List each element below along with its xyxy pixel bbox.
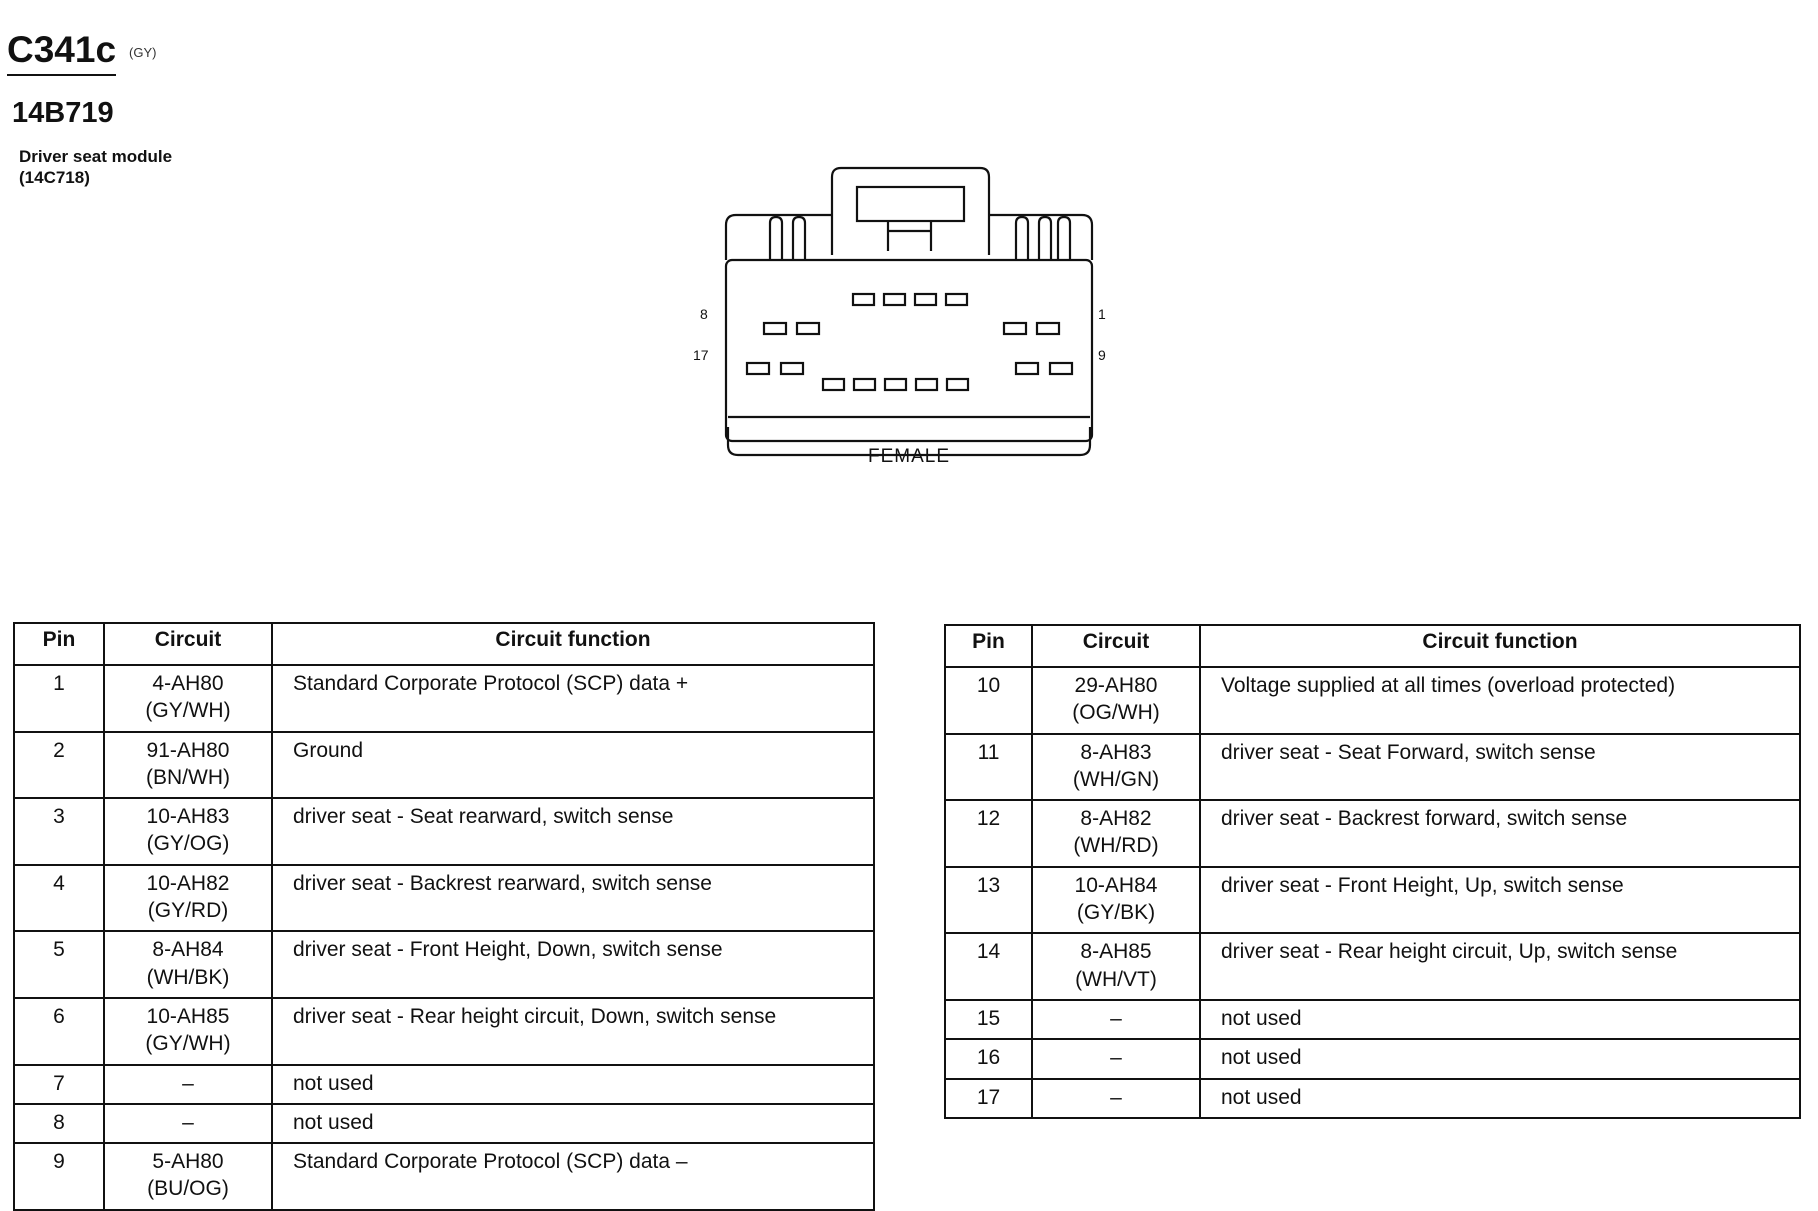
pin-cavity (884, 294, 905, 305)
circuit-cell (104, 931, 272, 998)
circuit-cell (1032, 933, 1200, 1000)
column-header-function: Circuit function (272, 623, 874, 665)
pin-number: 17 (945, 1079, 1032, 1118)
circuit-id: 4-AH80 (152, 672, 224, 695)
circuit-id: 10-AH85 (146, 1004, 230, 1028)
circuit-function: not used (1200, 1000, 1800, 1039)
circuit-function: driver seat - Front Height, Up, switch sense (1200, 867, 1800, 934)
circuit-id: 8-AH83 (1080, 740, 1152, 764)
table-row (945, 667, 1800, 734)
pin-number: 2 (14, 732, 104, 799)
circuit-cell (1032, 800, 1200, 867)
circuit-cell (104, 865, 272, 932)
wire-color: (GY/WH) (145, 699, 231, 723)
circuit-function: Voltage supplied at all times (overload protected) (1200, 667, 1800, 734)
pin-cavity (1004, 323, 1026, 334)
wire-color: (OG/WH) (1072, 701, 1160, 725)
pin-cavity (853, 294, 874, 305)
column-header-function: Circuit function (1200, 625, 1800, 667)
circuit-id: 8-AH85 (1080, 940, 1152, 964)
pin-cavity (1016, 363, 1038, 374)
pin-number: 13 (945, 867, 1032, 934)
pin-cavity (764, 323, 786, 334)
pin-number: 3 (14, 798, 104, 865)
pin-number: 8 (14, 1104, 104, 1143)
wire-color: (WH/BK) (146, 965, 230, 989)
pin-cavity (1050, 363, 1072, 374)
table-row (945, 867, 1800, 934)
connector-diagram (680, 165, 1180, 485)
wire-color: (WH/GN) (1072, 767, 1160, 791)
pin-cavity (747, 363, 769, 374)
circuit-function: not used (1200, 1039, 1800, 1078)
circuit-cell (1032, 667, 1200, 734)
circuit-cell (104, 1065, 272, 1104)
circuit-function: driver seat - Backrest rearward, switch sense (272, 865, 874, 932)
table-row (945, 1079, 1800, 1118)
connector-latch-window (857, 187, 964, 221)
circuit-function: Standard Corporate Protocol (SCP) data + (272, 665, 874, 732)
pin-cavity (1037, 323, 1059, 334)
circuit-id: 10-AH82 (146, 871, 230, 895)
circuit-function: driver seat - Front Height, Down, switch sense (272, 931, 874, 998)
wire-color: (WH/VT) (1075, 967, 1157, 991)
module-name (19, 146, 172, 189)
wire-color: (GY/RD) (147, 899, 229, 923)
pin-cavity (946, 294, 967, 305)
circuit-cell (1032, 1000, 1200, 1039)
circuit-function: not used (1200, 1079, 1800, 1118)
pin-number: 16 (945, 1039, 1032, 1078)
circuit-id: – (1110, 1046, 1122, 1070)
connector-color: (GY) (129, 45, 157, 60)
pin-label-9: 9 (1098, 347, 1106, 363)
connector-latch (832, 168, 989, 255)
pin-number: 7 (14, 1065, 104, 1104)
circuit-function: driver seat - Rear height circuit, Up, switch sense (1200, 933, 1800, 1000)
wire-color: (BU/OG) (147, 1177, 229, 1201)
circuit-function: Ground (272, 732, 874, 799)
table-row (14, 1065, 874, 1104)
wire-color: (BN/WH) (146, 765, 230, 789)
column-header-circuit: Circuit (1032, 625, 1200, 667)
circuit-cell (104, 732, 272, 799)
pin-label-8: 8 (700, 306, 708, 322)
connector-body (726, 260, 1092, 441)
pin-number: 10 (945, 667, 1032, 734)
circuit-id: – (182, 1071, 194, 1095)
pin-number: 12 (945, 800, 1032, 867)
table-row (945, 800, 1800, 867)
pin-table-left (13, 622, 875, 1211)
table-row (14, 732, 874, 799)
pin-table-right (944, 624, 1801, 1119)
pin-cavity (781, 363, 803, 374)
pin-cavity (885, 379, 906, 390)
column-header-pin: Pin (14, 623, 104, 665)
circuit-id: 8-AH84 (152, 938, 224, 962)
pin-number: 11 (945, 734, 1032, 801)
circuit-function: not used (272, 1065, 874, 1104)
circuit-cell (1032, 734, 1200, 801)
circuit-cell (104, 798, 272, 865)
table-row (945, 1000, 1800, 1039)
connector-drawing (680, 165, 1180, 485)
wire-color: (GY/BK) (1076, 901, 1156, 925)
circuit-cell (104, 998, 272, 1065)
pin-number: 5 (14, 931, 104, 998)
circuit-id: 8-AH82 (1080, 807, 1152, 831)
circuit-cell (1032, 867, 1200, 934)
pin-cavity (915, 294, 936, 305)
circuit-cell (1032, 1079, 1200, 1118)
module-part-number: (14C718) (19, 168, 90, 188)
table-row (14, 931, 874, 998)
wire-color: (WH/RD) (1073, 834, 1159, 858)
circuit-id: – (1110, 1006, 1122, 1030)
wire-color: (GY/OG) (146, 832, 230, 856)
pin-number: 6 (14, 998, 104, 1065)
circuit-function: driver seat - Seat rearward, switch sense (272, 798, 874, 865)
pin-cavity (916, 379, 937, 390)
table-row (14, 998, 874, 1065)
circuit-id: 29-AH80 (1074, 674, 1158, 697)
circuit-function: Standard Corporate Protocol (SCP) data – (272, 1143, 874, 1210)
circuit-function: driver seat - Seat Forward, switch sense (1200, 734, 1800, 801)
female-label: FEMALE (867, 446, 951, 467)
circuit-function: driver seat - Backrest forward, switch sense (1200, 800, 1800, 867)
pin-number: 14 (945, 933, 1032, 1000)
pin-cavity (797, 323, 819, 334)
table-row (14, 798, 874, 865)
pin-label-1: 1 (1098, 306, 1106, 322)
wire-color: (GY/WH) (145, 1032, 231, 1056)
circuit-cell (1032, 1039, 1200, 1078)
column-header-pin: Pin (945, 625, 1032, 667)
module-name-text: Driver seat module (19, 147, 173, 166)
table-row (945, 933, 1800, 1000)
circuit-function: driver seat - Rear height circuit, Down, switch sense (272, 998, 874, 1065)
table-row (14, 1104, 874, 1143)
circuit-id: – (1110, 1085, 1122, 1109)
pin-number: 15 (945, 1000, 1032, 1039)
circuit-function: not used (272, 1104, 874, 1143)
pin-label-17: 17 (693, 347, 709, 363)
circuit-id: 5-AH80 (152, 1150, 224, 1174)
pin-cavity (823, 379, 844, 390)
circuit-id: 10-AH84 (1074, 873, 1158, 897)
connector-id: C341c (7, 30, 116, 76)
table-row (945, 734, 1800, 801)
circuit-id: 91-AH80 (146, 738, 230, 762)
table-row (14, 665, 874, 732)
table-row (14, 865, 874, 932)
pin-number: 4 (14, 865, 104, 932)
circuit-id: 10-AH83 (146, 805, 230, 829)
circuit-cell (104, 1104, 272, 1143)
part-number: 14B719 (12, 97, 114, 129)
pin-cavity (947, 379, 968, 390)
pin-number: 9 (14, 1143, 104, 1210)
pin-cavity (854, 379, 875, 390)
circuit-id: – (182, 1110, 194, 1134)
column-header-circuit: Circuit (104, 623, 272, 665)
circuit-cell (104, 665, 272, 732)
table-row (945, 1039, 1800, 1078)
pin-number: 1 (14, 665, 104, 732)
